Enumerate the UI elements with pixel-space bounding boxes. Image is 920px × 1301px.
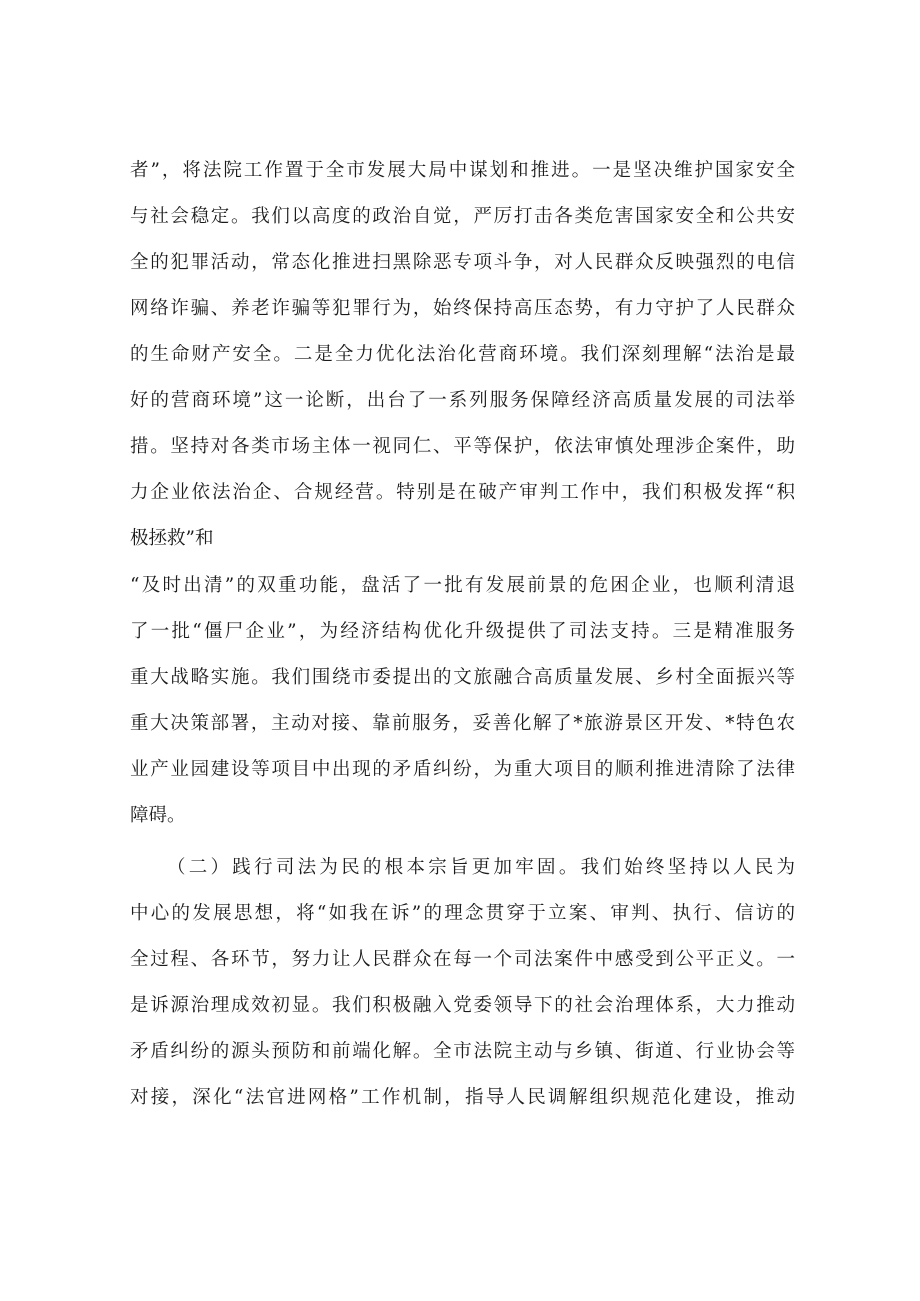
text-line: 矛盾纠纷的源头预防和前端化解。全市法院主动与乡镇、街道、行业协会等 — [130, 1041, 795, 1062]
text-line: 了一批“僵尸企业”，为经济结构优化升级提供了司法支持。三是精准服务 — [130, 621, 795, 642]
text-line: 全的犯罪活动，常态化推进扫黑除恶专项斗争，对人民群众反映强烈的电信 — [130, 252, 795, 273]
text-line: 措。坚持对各类市场主体一视同仁、平等保护，依法审慎处理涉企案件，助 — [130, 436, 795, 457]
text-line: 网络诈骗、养老诈骗等犯罪行为，始终保持高压态势，有力守护了人民群众 — [130, 298, 795, 319]
text-line: 好的营商环境”这一论断，出台了一系列服务保障经济高质量发展的司法举 — [130, 390, 795, 411]
text-line: 重大决策部署，主动对接、靠前服务，妥善化解了*旅游景区开发、*特色农 — [130, 713, 795, 734]
text-line: 极拯救”和 — [130, 528, 214, 549]
text-line: 中心的发展思想，将“如我在诉”的理念贯穿于立案、审判、执行、信访的 — [130, 903, 795, 924]
text-line: 力企业依法治企、合规经营。特别是在破产审判工作中，我们积极发挥“积 — [130, 482, 795, 503]
text-line: 与社会稳定。我们以高度的政治自觉，严厉打击各类危害国家安全和公共安 — [130, 206, 795, 227]
text-line: “及时出清”的双重功能，盘活了一批有发展前景的危困企业，也顺利清退 — [130, 575, 795, 596]
text-line: 业产业园建设等项目中出现的矛盾纠纷，为重大项目的顺利推进清除了法律 — [130, 759, 795, 780]
text-line: 对接，深化“法官进网格”工作机制，指导人民调解组织规范化建设，推动 — [130, 1087, 795, 1108]
text-line: 是诉源治理成效初显。我们积极融入党委领导下的社会治理体系，大力推动 — [130, 995, 795, 1016]
text-line: 全过程、各环节，努力让人民群众在每一个司法案件中感受到公平正义。一 — [130, 949, 795, 970]
text-line: 重大战略实施。我们围绕市委提出的文旅融合高质量发展、乡村全面振兴等 — [130, 667, 795, 688]
section-heading-line: （二）践行司法为民的根本宗旨更加牢固。我们始终坚持以人民为 — [167, 857, 795, 878]
text-line: 者”，将法院工作置于全市发展大局中谋划和推进。一是坚决维护国家安全 — [130, 160, 795, 181]
text-line: 障碍。 — [130, 805, 186, 826]
text-line: 的生命财产安全。二是全力优化法治化营商环境。我们深刻理解“法治是最 — [130, 344, 795, 365]
